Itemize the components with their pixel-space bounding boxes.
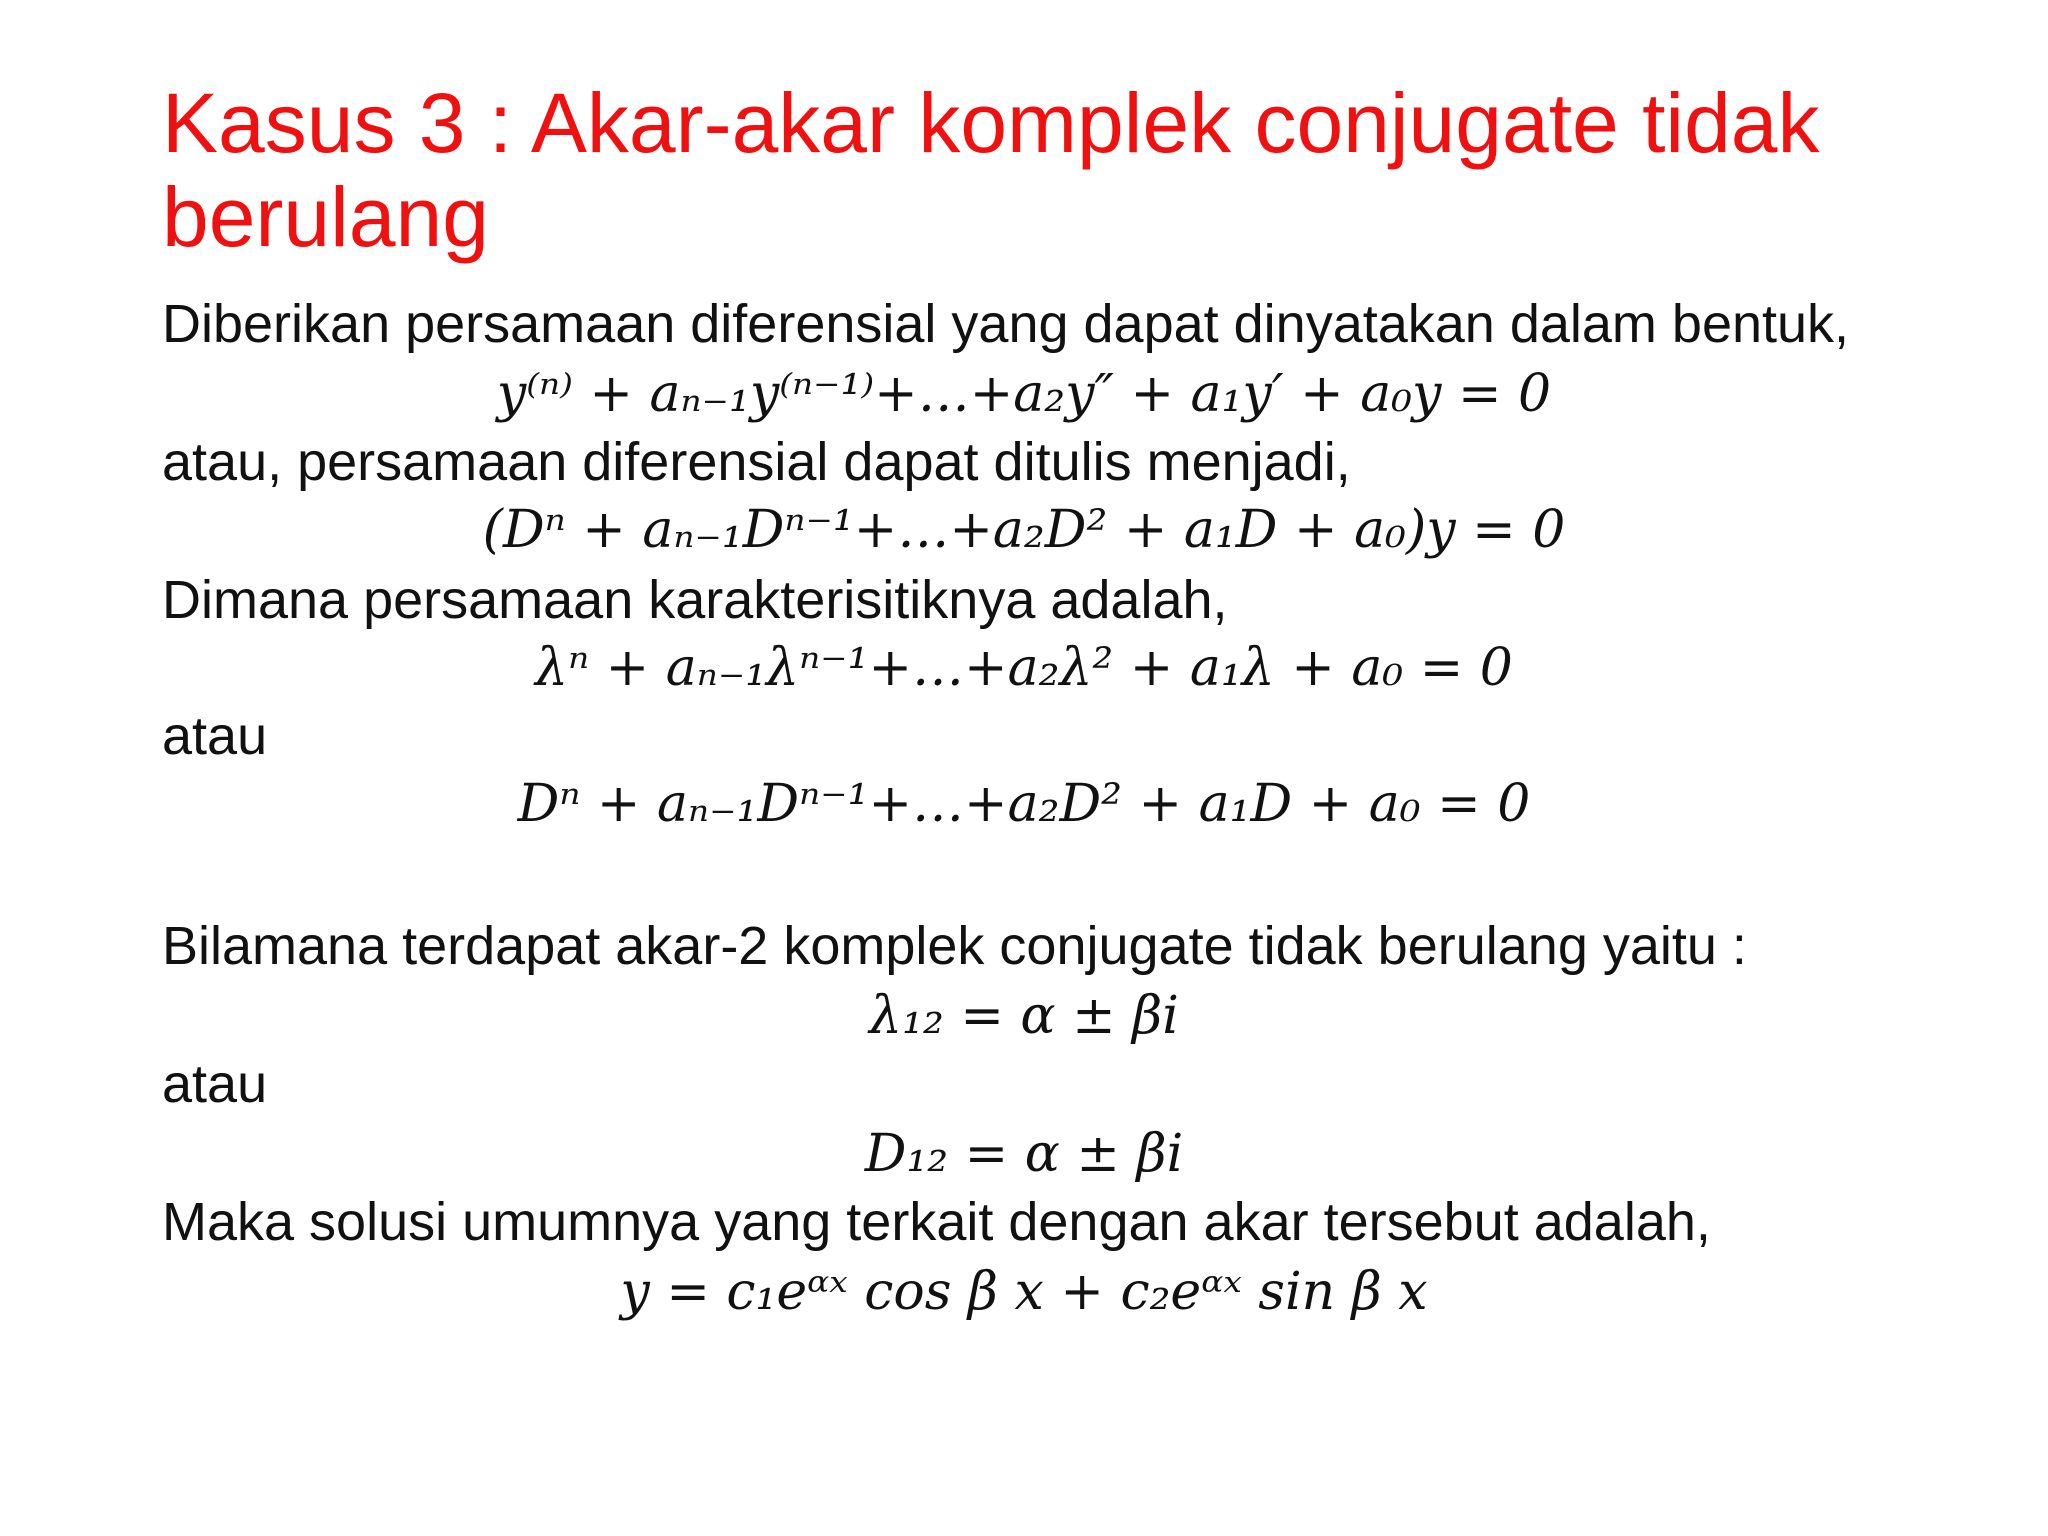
equation-operator: (Dⁿ + aₙ₋₁Dⁿ⁻¹+…+a₂D² + a₁D + a₀)y = 0	[482, 500, 1566, 560]
text-operator-form: atau, persamaan diferensial dapat ditulis menjadi,	[162, 432, 1351, 492]
equation-roots-lambda: λ₁₂ = α ± βi	[869, 986, 1179, 1046]
text-general-solution: Maka solusi umumnya yang terkait dengan akar tersebut adalah,	[162, 1192, 1711, 1252]
text-characteristic: Dimana persamaan karakterisitiknya adalah,	[162, 570, 1228, 630]
text-or-1: atau	[162, 706, 268, 766]
text-complex-roots: Bilamana terdapat akar-2 komplek conjugate tidak berulang yaitu :	[162, 916, 1747, 976]
text-or-2: atau	[162, 1054, 268, 1114]
equation-general-solution: y = c₁eᵅˣ cos β x + c₂eᵅˣ sin β x	[620, 1262, 1428, 1322]
equation-roots-d: D₁₂ = α ± βi	[864, 1124, 1184, 1184]
intro-text: Diberikan persamaan diferensial yang dapat dinyatakan dalam bentuk,	[162, 294, 1850, 354]
equation-characteristic-d: Dⁿ + aₙ₋₁Dⁿ⁻¹+…+a₂D² + a₁D + a₀ = 0	[517, 774, 1531, 834]
equation-differential: y⁽ⁿ⁾ + aₙ₋₁y⁽ⁿ⁻¹⁾+…+a₂y″ + a₁y′ + a₀y = 0	[496, 364, 1552, 424]
equation-characteristic-lambda: λⁿ + aₙ₋₁λⁿ⁻¹+…+a₂λ² + a₁λ + a₀ = 0	[535, 638, 1513, 698]
slide-title: Kasus 3 : Akar-akar komplek conjugate tidak berulang	[162, 76, 1820, 264]
